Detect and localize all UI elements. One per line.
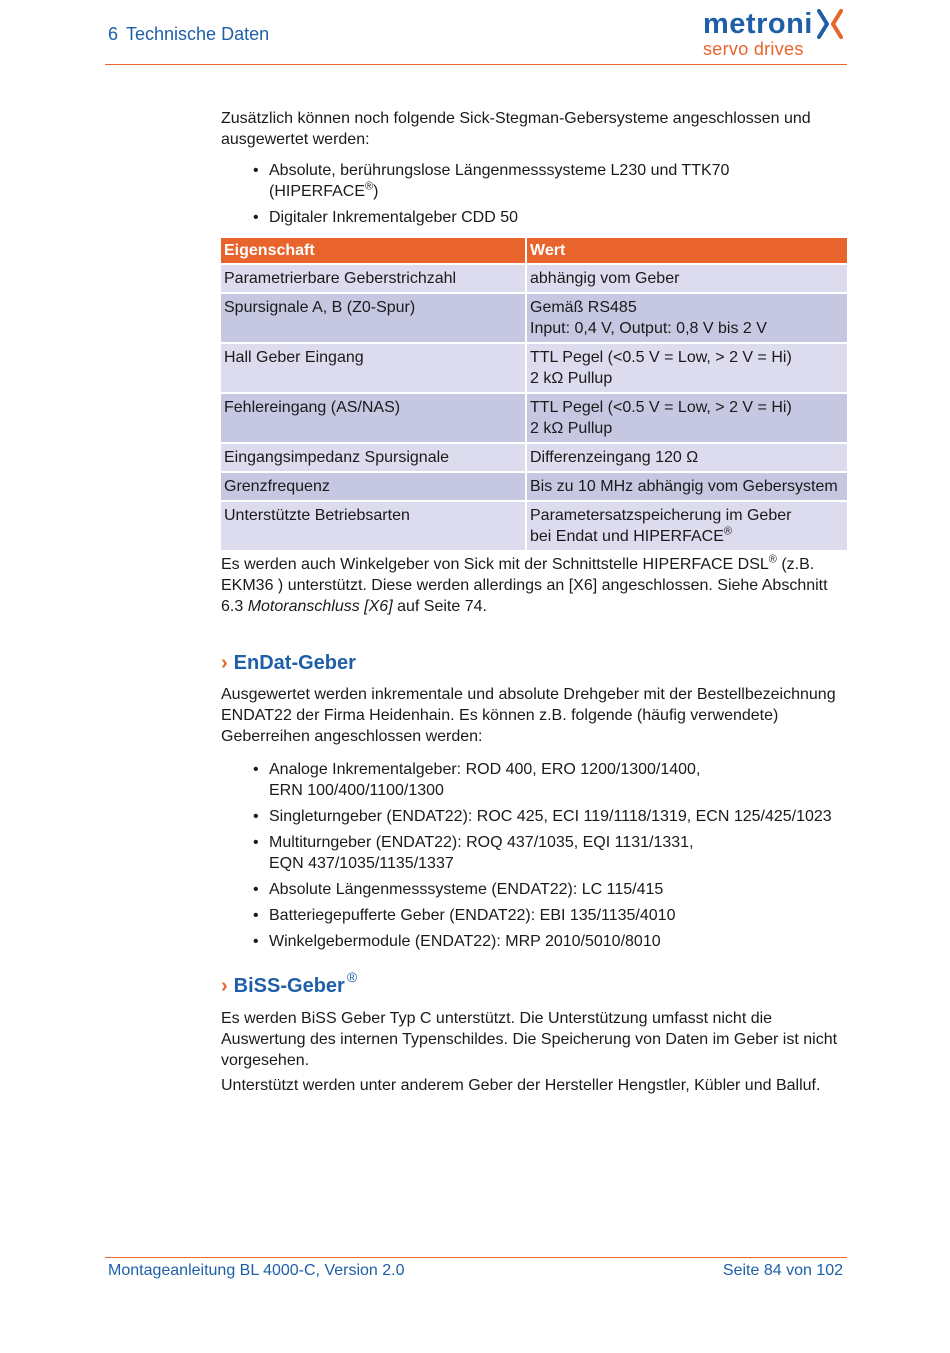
metronix-logo: [700, 6, 846, 58]
specification-table: [219, 236, 849, 552]
cell-value: Gemäß RS485 Input: 0,4 V, Output: 0,8 V bis 2 V: [527, 294, 847, 342]
table-header-row: [221, 238, 847, 263]
cell-property: Hall Geber Eingang: [221, 344, 525, 392]
biss-paragraph: Es werden BiSS Geber Typ C unterstützt. Die Unterstützung umfasst nicht die Auswertung des internen Typenschildes. Die Speicherung von Daten im Geber ist nicht vorgesehen.: [221, 1010, 838, 1069]
table-row: [221, 344, 847, 392]
cell-value: TTL Pegel (<0.5 V = Low, > 2 V = Hi) 2 kΩ Pullup: [527, 394, 847, 442]
cell-property: Fehlereingang (AS/NAS): [221, 394, 525, 442]
list-item: • Winkelgebermodule (ENDAT22): MRP 2010/5010/8010: [221, 931, 847, 952]
cell-property: Unterstützte Betriebsarten: [221, 502, 525, 550]
logo-tagline: servo drives: [703, 39, 804, 59]
section-heading-biss: [221, 969, 847, 998]
endat-encoder-list: [221, 759, 847, 952]
hiperface-dsl-paragraph: Es werden auch Winkelgeber von Sick mit der Schnittstelle HIPERFACE DSL® (z.B. EKM36 ) unterstützt. Diese werden allerdings an [X6] angeschlossen. Siehe Abschnitt 6.3 Motoranschluss [X6] auf Seite 74.: [221, 553, 828, 615]
list-item: • Absolute, berührungslose Längenmesssysteme L230 und TTK70 (HIPERFACE®): [221, 160, 847, 202]
chapter-heading: [108, 24, 269, 45]
column-header-value: Wert: [527, 238, 847, 263]
logo-x-icon: [817, 8, 843, 40]
cell-property: Parametrierbare Geberstrichzahl: [221, 265, 525, 292]
table-row: [221, 265, 847, 292]
section-title: EnDat-Geber: [233, 652, 356, 674]
cell-value: TTL Pegel (<0.5 V = Low, > 2 V = Hi) 2 kΩ Pullup: [527, 344, 847, 392]
list-item: • Absolute Längenmesssysteme (ENDAT22): LC 115/415: [221, 879, 847, 900]
registered-mark: ®: [346, 969, 358, 985]
cell-value: abhängig vom Geber: [527, 265, 847, 292]
table-row: [221, 473, 847, 500]
list-item: • Batteriegepufferte Geber (ENDAT22): EBI 135/1135/4010: [221, 905, 847, 926]
section-title: BiSS-Geber: [233, 975, 345, 997]
chevron-right-icon: ›: [221, 975, 228, 997]
chevron-right-icon: ›: [221, 652, 228, 674]
list-item: • Analoge Inkrementalgeber: ROD 400, ERO 1200/1300/1400, ERN 100/400/1100/1300: [221, 759, 847, 801]
cell-value: Parametersatzspeicherung im Geber bei Endat und HIPERFACE®: [527, 502, 847, 550]
list-item: • Multiturngeber (ENDAT22): ROQ 437/1035, EQI 1131/1331, EQN 437/1035/1135/1337: [221, 832, 847, 874]
endat-paragraph: Ausgewertet werden inkrementale und absolute Drehgeber mit der Bestellbezeichnung ENDAT22 der Firma Heidenhain. Es können z.B. folgende (häufig verwendete) Geberreihen angeschlossen werden:: [221, 686, 836, 745]
page-content: [221, 108, 847, 1096]
chapter-title: Technische Daten: [126, 24, 270, 44]
logo-wordmark: metroni: [703, 8, 813, 40]
table-row: [221, 444, 847, 471]
list-item: • Singleturngeber (ENDAT22): ROC 425, ECI 119/1118/1319, ECN 125/425/1023: [221, 806, 847, 827]
cell-property: Spursignale A, B (Z0-Spur): [221, 294, 525, 342]
intro-paragraph: Zusätzlich können noch folgende Sick-Stegman-Gebersysteme angeschlossen und ausgewertet werden:: [221, 110, 811, 148]
table-row: [221, 394, 847, 442]
list-item: • Digitaler Inkrementalgeber CDD 50: [221, 207, 847, 228]
cell-value: Bis zu 10 MHz abhängig vom Gebersystem: [527, 473, 847, 500]
cell-property: Grenzfrequenz: [221, 473, 525, 500]
cell-property: Eingangsimpedanz Spursignale: [221, 444, 525, 471]
footer-rule: [105, 1257, 847, 1258]
chapter-number: 6: [108, 24, 119, 44]
table-row: [221, 294, 847, 342]
sick-encoder-list: [221, 160, 847, 228]
header-rule: [105, 64, 847, 65]
table-row: [221, 502, 847, 550]
biss-manufacturers-paragraph: Unterstützt werden unter anderem Geber der Hersteller Hengstler, Kübler und Balluf.: [221, 1077, 821, 1094]
section-reference-link[interactable]: Motoranschluss [X6]: [247, 598, 393, 615]
section-heading-endat: [221, 653, 847, 674]
footer-page-number: Seite 84 von 102: [722, 1262, 843, 1279]
cell-value: Differenzeingang 120 Ω: [527, 444, 847, 471]
column-header-property: Eigenschaft: [221, 238, 525, 263]
footer-document-title: Montageanleitung BL 4000-C, Version 2.0: [108, 1262, 405, 1279]
